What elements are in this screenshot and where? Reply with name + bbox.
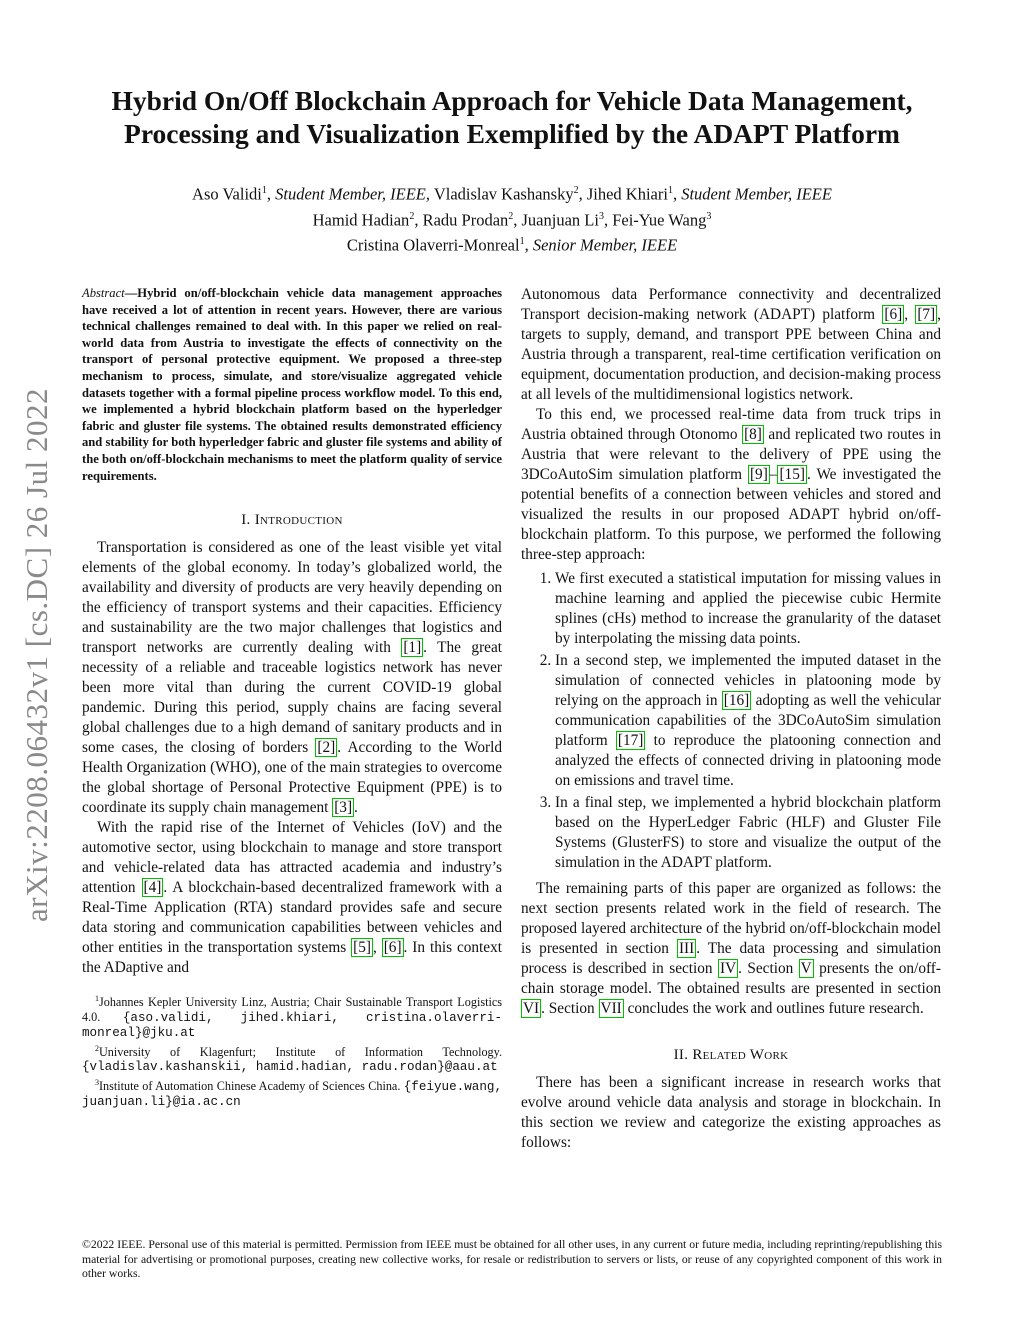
author-role: Senior Member, IEEE	[532, 235, 678, 255]
author-list	[70, 180, 954, 257]
title-line-1: Hybrid On/Off Blockchain Approach for Vehicle Data Management,	[111, 85, 913, 116]
section-link[interactable]: III	[678, 940, 695, 957]
section-heading-introduction: I. Introduction	[241, 512, 343, 529]
author-name: Hamid Hadian	[312, 210, 410, 229]
abstract-label: Abstract	[82, 286, 125, 300]
author-name: Radu Prodan	[422, 210, 509, 229]
intro-paragraph-1: Transportation is considered as one of the least visible yet vital elements of the global economy. In today’s globalized world, the availability and diversity of products are very heavily depending on the efficiency of transport systems and their capacities. Efficiency and sustainability are the two major challenges that logistics and transport networks are currently dealing with [1] . The great necessity of a reliable and traceable logistics network has never been more vital than during the current COVID-19 global pandemic. During this period, supply chains are facing several global challenges due to a high demand of sanitary products and in some cases, the closing of borders [2] . According to the World Health Organization (WHO), one of the main strategies to overcome the global shortage of Personal Protective Equipment (PPE) is to coordinate its supply chain management [3] .	[82, 539, 502, 817]
citation-link[interactable]: [17]	[617, 732, 644, 749]
copyright-notice: ©2022 IEEE. Personal use of this material is permitted. Permission from IEEE must be obtained for all other uses, in any current or future media, including reprinting/republishing this material for advertising or promotional purposes, creating new collective works, for resale or redistribution to servers or lists, or reuse of any copyrighted component of this work in other works.	[82, 1238, 942, 1280]
footnote-1: $^1$Johannes Kepler University Linz, Austria; Chair Sustainable Transport Logistics 4.0. {aso.validi, jihed.khiari, cristina.olaverri-monreal}@jku.at	[82, 994, 502, 1041]
email-list: {aso.validi, jihed.khiari, cristina.olaverri-monreal}@jku.at	[82, 1010, 502, 1041]
author-name: Fei-Yue Wang	[612, 210, 707, 229]
author-role: Student Member, IEEE	[275, 184, 426, 204]
affiliation-mark: 2	[409, 210, 415, 222]
author-name: Jihed Khiari	[586, 184, 668, 204]
intro-paragraph-2: With the rapid rise of the Internet of Vehicles (IoV) and the automotive sector, using blockchain to manage and store transport and vehicle-related data has attracted academia and industry’s attention [4] . A blockchain-based decentralized framework with a Real-Time Application (RTA) standard provides safe and secure data storing and communication capabilities between vehicles and other entities in the transportation systems [5] , [6] . In this context the ADaptive and	[82, 819, 502, 977]
citation-link[interactable]: [4]	[143, 879, 162, 897]
right-column	[521, 285, 941, 1153]
footnote-3: $^3$Institute of Automation Chinese Academy of Sciences China. {feiyue.wang, juanjuan.li}@ia.ac.cn	[82, 1077, 502, 1110]
section-link[interactable]: V	[800, 960, 812, 977]
right-paragraph-3: The remaining parts of this paper are organized as follows: the next section presents related work in the field of research. The proposed layered architecture of the hybrid on/off-blockchain model is presented in section III . The data processing and simulation process is described in section IV . Section V presents the on/off-chain storage model. The obtained results are presented in section VI . Section VII concludes the work and outlines future research.	[521, 880, 941, 1017]
citation-link[interactable]: [8]	[744, 426, 762, 443]
list-item: 3. In a final step, we implemented a hybrid blockchain platform based on the HyperLedger Fabric (HLF) and Gluster File Systems (GlusterFS) to store and visualize the output of the simulation in the ADAPT platform.	[555, 793, 941, 873]
right-paragraph-2: To this end, we processed real-time data from truck trips in Austria obtained through Otonomo [8] and replicated two routes in Austria that were relevant to the delivery of PPE using the 3DCoAutoSim simulation platform [9] – [15] . We investigated the potential benefits of a connection between vehicles and stored and visualized the results in our proposed ADAPT hybrid on/off-blockchain platform. To this purpose, we performed the following three-step approach:	[521, 406, 941, 563]
citation-link[interactable]: [2]	[317, 739, 336, 757]
citation-link[interactable]: [3]	[334, 799, 353, 817]
section-link[interactable]: VI	[523, 1000, 540, 1017]
citation-link[interactable]: [16]	[723, 692, 750, 709]
citation-link[interactable]: [15]	[779, 466, 805, 483]
author-name: Cristina Olaverri-Monreal	[346, 235, 520, 255]
title-line-2: Processing and Visualization Exemplified by the ADAPT Platform	[124, 118, 900, 149]
author-line-2: Hamid Hadian$^2$, Radu Prodan$^2$, Juanjuan Li$^3$, Fei-Yue Wang$^3$	[312, 210, 712, 229]
author-name: Vladislav Kashansky	[433, 184, 574, 204]
footnote-2: $^2$University of Klagenfurt; Institute of Information Technology.{vladislav.kashanskii, hamid.hadian, radu.rodan}@aau.at	[82, 1043, 502, 1075]
citation-link[interactable]: [9]	[749, 466, 768, 483]
author-name: Aso Validi	[192, 184, 262, 204]
author-role: Student Member, IEEE	[681, 184, 832, 204]
citation-link[interactable]: [1]	[403, 639, 422, 657]
email-list: {vladislav.kashanskii, hamid.hadian, radu.rodan}@aau.at	[82, 1060, 498, 1075]
related-work-paragraph: There has been a significant increase in research works that evolve around vehicle data analysis and storage in blockchain. In this section we review and categorize the existing approaches as follows:	[521, 1074, 941, 1151]
affiliation-mark: 3	[598, 210, 604, 222]
section-link[interactable]: IV	[719, 960, 737, 977]
footnotes	[82, 992, 502, 1110]
affiliation-mark: 1	[667, 185, 673, 196]
section-heading-related-work: II. Related Work	[673, 1047, 789, 1063]
affiliation-mark: 3	[706, 210, 712, 222]
affiliation-mark: 2	[508, 210, 514, 222]
arxiv-sidebar	[12, 355, 62, 955]
citation-link[interactable]: [5]	[353, 939, 371, 957]
email-list: {feiyue.wang, juanjuan.li}@ia.ac.cn	[82, 1079, 502, 1110]
citation-link[interactable]: [6]	[884, 306, 903, 323]
citation-link[interactable]: [7]	[917, 306, 936, 323]
author-line-1: Aso Validi$^1$, Student Member, IEEE, Vladislav Kashansky$^2$, Jihed Khiari$^1$, Student Member, IEEE	[192, 184, 832, 204]
abstract-text: —Hybrid on/off-blockchain vehicle data management approaches have received a lot of attention in recent years. However, there are various technical challenges remained to deal with. In this paper we relied on real-world data from Austria to investigate the effects of connectivity on the transport of personal protective equipment. We proposed a three-step mechanism to process, simulate, and store/visualize aggregated vehicle datasets together with a formal pipeline process workflow model. To this end, we implemented a hybrid blockchain platform based on the hyperledger fabric and gluster file systems. The obtained results demonstrated efficiency and stability for both hyperledger fabric and gluster file systems and ability of the both on/off-blockchain mechanisms to meet the platform quality of service requirements.	[82, 286, 502, 483]
author-name: Juanjuan Li	[521, 210, 599, 229]
approach-steps-list	[521, 569, 941, 873]
right-paragraph-1: Autonomous data Performance connectivity and decentralized Transport decision-making network (ADAPT) platform [6] , [7] , targets to supply, demand, and transport PPE between China and Austria through a transparent, real-time certification verification on equipment, documentation production, and decision-making process at all levels of the multidimensional logistics network.	[521, 286, 941, 403]
affiliation-mark: 2	[573, 185, 579, 196]
affiliation-mark: 1	[519, 236, 525, 247]
list-item: 2. In a second step, we implemented the imputed dataset in the simulation of connected vehicles in platooning mode by relying on the approach in [16] adopting as well the vehicular communication capabilities of the 3DCoAutoSim simulation platform [17] to reproduce the platooning connection and analyzed the effects of connected driving in platooning mode on emissions and travel time.	[555, 651, 941, 791]
abstract	[82, 285, 502, 484]
affiliation-mark: 1	[261, 185, 267, 196]
arxiv-identifier: arXiv:2208.06432v1 [cs.DC] 26 Jul 2022	[19, 388, 54, 922]
left-column	[82, 285, 502, 1111]
section-link[interactable]: VII	[600, 1000, 622, 1017]
citation-link[interactable]: [6]	[383, 939, 402, 957]
list-item: 1. We first executed a statistical imputation for missing values in machine learning and applied the piecewise cubic Hermite splines (cHs) method to increase the granularity of the dataset by interpolating the missing data points.	[555, 569, 941, 649]
paper-title	[70, 84, 954, 150]
author-line-3: Cristina Olaverri-Monreal$^1$, Senior Member, IEEE	[346, 235, 678, 255]
